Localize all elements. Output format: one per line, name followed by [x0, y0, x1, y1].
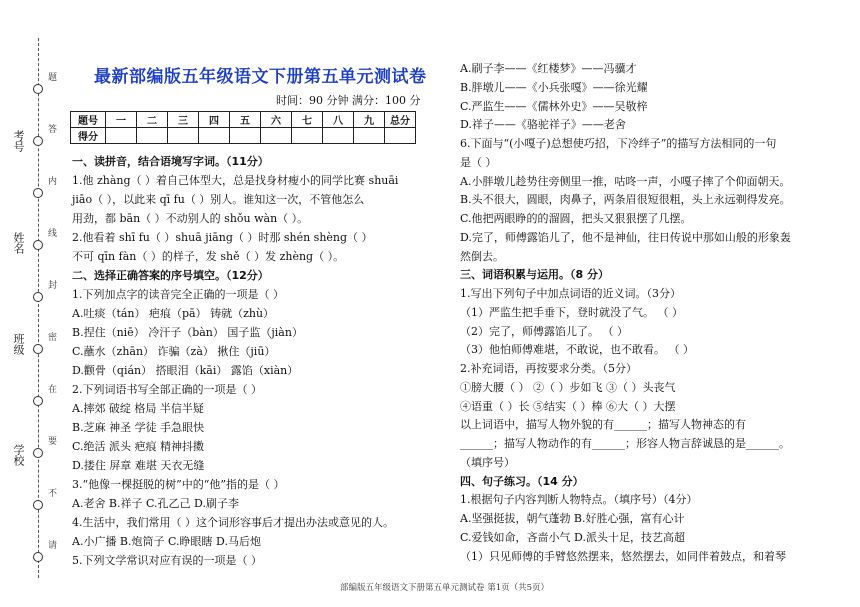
seal-line-char: 答 — [48, 125, 58, 135]
question-line: B.头不很大，圆眼，肉鼻子，两条眉很短很粗，头上永远剃得发亮。 — [460, 193, 791, 207]
question-line: 2.补充词语，再按要求分类。（5分） — [460, 362, 637, 375]
question-line: D.搂住 屏章 难堪 天衣无缝 — [72, 459, 205, 472]
question-line: A.吐痰（tán） 疤痕（pā） 铸就（zhù） — [72, 307, 275, 320]
question-line: 1.下列加点字的读音完全正确的一项是（ ） — [72, 288, 284, 301]
question-line: C.爱钱如命，吝啬小气 D.派头十足，技艺高超 — [460, 530, 685, 544]
score-blank-cell[interactable] — [385, 128, 416, 144]
question-line: 2.他看着 shī fu（ ）shuā jiāng（ ）时那 shén shèng（ ） — [72, 231, 373, 244]
section-heading: 一、读拼音，结合语境写字词。（11分） — [72, 155, 269, 168]
question-line: （1）只见师傅的手臂悠然摆来，悠然摆去，如同伴着鼓点，和着琴 — [460, 549, 786, 563]
binding-hole-circle — [33, 344, 43, 354]
question-line: 以上词语中，描写人物外貌的有______；描写人物神态的有 — [460, 418, 746, 432]
question-line: 1.他 zhàng（ ）着自己体型大，总是找身材瘦小的同学比赛 shuāi — [72, 174, 399, 187]
question-line: A.摔郊 破绽 格局 半信半疑 — [72, 402, 204, 415]
score-blank-cell[interactable] — [137, 128, 168, 144]
question-line: jiāo（ ），以此来 qī fu（ ）别人。谁知这一次，不管他怎么 — [72, 193, 365, 206]
binding-hole-circle — [33, 240, 43, 250]
question-line: B.芝麻 神圣 学徒 手急眼快 — [72, 421, 205, 434]
page-title: 最新部编版五年级语文下册第五单元测试卷 — [94, 67, 427, 87]
binding-hole-circle — [33, 292, 43, 302]
score-blank-cell[interactable] — [230, 128, 261, 144]
question-line: （3）他怕师傅难堪，不敢说，也不敢看。 （ ） — [460, 343, 694, 357]
score-table-header-cell: 八 — [323, 112, 354, 128]
question-line: A.坚强挺拔，朝气蓬勃 B.好胜心强，富有心计 — [460, 512, 685, 525]
score-table-header-cell: 二 — [137, 112, 168, 128]
score-table-header-cell: 九 — [354, 112, 385, 128]
binding-hole-circle — [33, 136, 43, 146]
question-line: 2.下列词语书写全部正确的一项是（ ） — [72, 383, 262, 396]
question-line: 3.“他像一棵挺脱的树”中的“他”指的是（ ） — [72, 478, 285, 491]
section-heading: 四、句子练习。（14 分） — [460, 474, 584, 488]
question-line: B.胖墩儿——《小兵张嘎》——徐光耀 — [460, 80, 648, 94]
score-blank-cell[interactable] — [199, 128, 230, 144]
section-heading: 二、选择正确答案的序号填空。（12分） — [72, 269, 269, 282]
score-blank-cell[interactable] — [292, 128, 323, 144]
question-line: D.颧骨（qián） 搭眼泪（kāi） 露馅（xiàn） — [72, 364, 299, 377]
score-table-header-row — [71, 112, 416, 128]
binding-margin — [0, 0, 66, 607]
seal-line-char: 密 — [48, 333, 58, 343]
score-table-header-cell: 五 — [230, 112, 261, 128]
binding-hole-circle — [33, 396, 43, 406]
seal-line-char: 在 — [48, 385, 58, 395]
score-table-header-cell: 六 — [261, 112, 292, 128]
binding-hole-circle — [33, 500, 43, 510]
binding-hole-circle — [33, 188, 43, 198]
score-blank-cell[interactable] — [106, 128, 137, 144]
score-table — [70, 111, 416, 144]
question-line: （2）完了，师傅露馅儿了。 （ ） — [460, 324, 628, 338]
question-line: ④语重（ ）长 ⑤结实（ ）棒 ⑥大（ ）大摆 — [460, 399, 676, 413]
question-line: 1.写出下列句子中加点词语的近义词。（3分） — [460, 287, 681, 300]
margin-label: 姓名 — [12, 232, 25, 254]
page-footer: 部编版五年级语文下册第五单元测试卷 第1页（共5页） — [340, 583, 550, 593]
seal-line-char: 线 — [48, 229, 58, 239]
question-line: 6.下面与“(小嘎子)总想使巧招，下冷绊子”的描写方法相同的一句 — [460, 137, 777, 150]
score-table-score-row — [71, 128, 416, 144]
question-line: D.祥子——《骆驼祥子》——老舍 — [460, 118, 626, 132]
score-table-header-cell: 四 — [199, 112, 230, 128]
score-blank-cell[interactable] — [354, 128, 385, 144]
question-line: D.完了，师傅露馅儿了，他不是神仙，往日传说中那如山般的形象轰 — [460, 230, 791, 244]
question-line: 1.根据句子内容判断人物特点。（填序号）（4分） — [460, 493, 698, 507]
question-line: 4.生活中，我们常用（ ）这个词形容事后才提出办法或意见的人。 — [72, 516, 394, 529]
seal-dashed-line — [38, 38, 39, 578]
score-blank-cell[interactable] — [261, 128, 292, 144]
question-line: 然倒去。 — [460, 249, 504, 263]
section-heading: 三、词语积累与运用。（8 分） — [460, 268, 609, 282]
margin-label: 学校 — [12, 444, 25, 466]
question-line: C.严监生——《儒林外史》——吴敬梓 — [460, 99, 648, 113]
seal-line-char: 请 — [48, 541, 58, 551]
margin-label: 考号 — [12, 130, 25, 152]
score-table-header-cell: 题号 — [71, 112, 106, 128]
seal-line-char: 封 — [48, 281, 58, 291]
question-line: A.小广播 B.炮筒子 C.睁眼瞎 D.马后炮 — [72, 535, 261, 548]
question-line: C.蘸水（zhān） 诈骗（zà） 揪住（jiū） — [72, 345, 276, 358]
seal-line-char: 要 — [48, 437, 58, 447]
question-line: A.刷子李——《红楼梦》——冯骥才 — [460, 62, 637, 75]
question-line: （填序号） — [460, 455, 515, 469]
question-line: B.捏住（niē） 冷汗子（bàn） 国子监（jiàn） — [72, 326, 303, 339]
question-line: A.小胖墩儿趁势往旁侧里一推，咕咚一声，小嘎子摔了个仰面朝天。 — [460, 174, 791, 188]
question-line: C.他把两眼睁的的溜圆，把头又狠狠摆了几摆。 — [460, 212, 692, 225]
question-line: 用劲，都 bān（ ）不动别人的 shǒu wàn（ ）。 — [72, 212, 309, 225]
binding-hole-circle — [33, 84, 43, 94]
score-blank-cell[interactable] — [323, 128, 354, 144]
binding-hole-circle — [33, 552, 43, 562]
question-line: ______；描写人物动作的有______；形容人物言辞诚恳的是______。 — [460, 437, 790, 450]
score-table-header-cell: 一 — [106, 112, 137, 128]
seal-line-char: 内 — [48, 177, 58, 187]
binding-hole-circle — [33, 448, 43, 458]
seal-line-char: 不 — [48, 489, 58, 499]
question-line: C.绝活 派头 疤痕 精神抖擞 — [72, 440, 205, 453]
score-row-label: 得分 — [71, 128, 106, 144]
question-line: A.老舍 B.祥子 C.孔乙己 D.刷子李 — [72, 497, 239, 510]
score-blank-cell[interactable] — [168, 128, 199, 144]
score-table-header-cell: 三 — [168, 112, 199, 128]
score-table-header-cell: 总分 — [385, 112, 416, 128]
margin-label: 班级 — [12, 333, 25, 355]
seal-line-char: 题 — [48, 73, 58, 83]
question-line: ①膀大腰（ ） ②（ ）步如飞 ③（ ）头丧气 — [460, 380, 676, 394]
question-line: 不可 qīn fàn（ ）的样子，发 shě（ ）发 zhèng（ ）。 — [72, 250, 345, 263]
question-line: 是（ ） — [460, 155, 497, 169]
time-score-line: 时间：90 分钟 满分：100 分 — [276, 94, 421, 107]
question-line: 5.下列文学常识对应有误的一项是（ ） — [72, 554, 262, 567]
score-table-header-cell: 七 — [292, 112, 323, 128]
question-line: （1）严监生把手垂下，登时就没了气。 （ ） — [460, 305, 683, 319]
